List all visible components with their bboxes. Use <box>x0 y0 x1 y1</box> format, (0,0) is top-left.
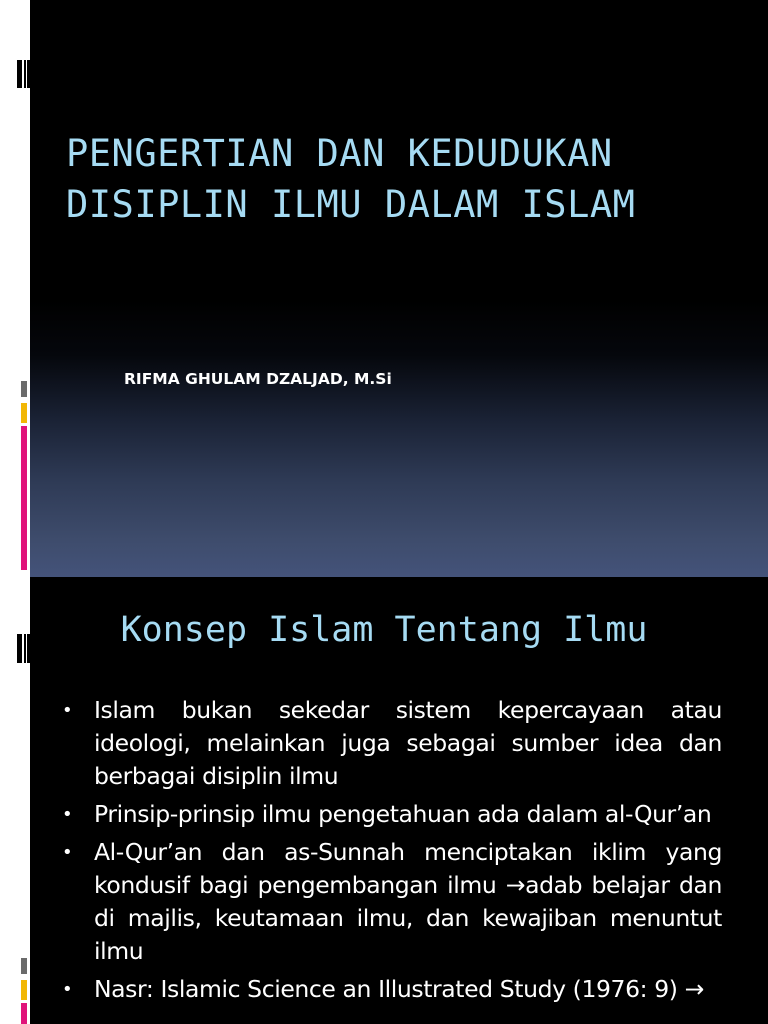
slide-marker-icon <box>17 60 30 88</box>
slide-title: Konsep Islam Tentang Ilmu <box>120 610 648 650</box>
accent-gray-bar <box>21 381 27 397</box>
bullet-item <box>62 973 722 1006</box>
slide-title-line-1: PENGERTIAN DAN KEDUDUKAN <box>66 132 613 175</box>
accent-gray-bar <box>21 958 27 974</box>
bullet-icon: • <box>62 700 73 721</box>
bullet-icon: • <box>62 842 73 863</box>
accent-pink-bar <box>21 1003 27 1024</box>
bullet-icon: • <box>62 979 73 1000</box>
bullet-text: Prinsip-prinsip ilmu pengetahuan ada dalam al-Qur’an <box>94 800 712 828</box>
accent-yellow-bar <box>21 980 27 1000</box>
accent-pink-bar <box>21 426 27 570</box>
bullet-item <box>62 694 722 793</box>
accent-yellow-bar <box>21 403 27 423</box>
slide-title-line-2: DISIPLIN ILMU DALAM ISLAM <box>66 183 636 226</box>
bullet-item <box>62 836 722 968</box>
slide-title <box>66 128 746 230</box>
bullet-text: Islam bukan sekedar sistem kepercayaan atau ideologi, melainkan juga sebagai sumber idea dan berbagai disiplin ilmu <box>94 696 722 790</box>
bullet-icon: • <box>62 804 73 825</box>
content-slide <box>0 577 768 1024</box>
bullet-text: Al-Qur’an dan as-Sunnah menciptakan iklim yang kondusif bagi pengembangan ilmu →adab belajar dan di majlis, keutamaan ilmu, dan kewajiban menuntut ilmu <box>94 838 722 965</box>
bullet-item <box>62 798 722 831</box>
bullet-list <box>62 694 722 1011</box>
bullet-text: Nasr: Islamic Science an Illustrated Study (1976: 9) → <box>94 975 704 1003</box>
author-name: RIFMA GHULAM DZALJAD, M.Si <box>124 370 392 388</box>
